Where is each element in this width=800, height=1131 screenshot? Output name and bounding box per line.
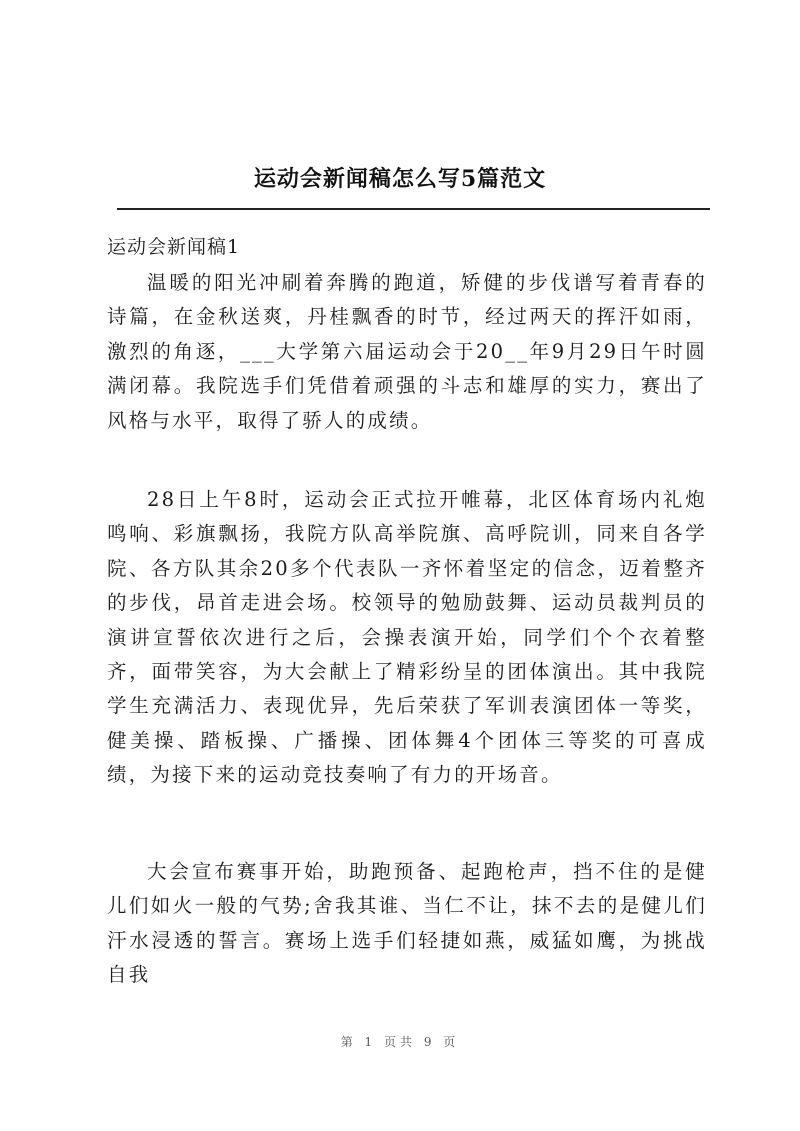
body-paragraph-1: 温暖的阳光冲刷着奔腾的跑道，矫健的步伐谱写着青春的诗篇，在金秋送爽，丹桂飘香的时节，经过两天的挥汗如雨，激烈的角逐，___大学第六届运动会于20__年9月29日午时圆满闭幕。我院选手们凭借着顽强的斗志和雄厚的实力，赛出了风格与水平，取得了骄人的成绩。 — [107, 271, 707, 432]
document-title: 运动会新闻稿怎么写5篇范文 — [253, 166, 547, 192]
title-divider — [117, 208, 710, 210]
section-heading: 运动会新闻稿1 — [107, 236, 241, 258]
page-footer: 第 1 页共 9 页 — [340, 1035, 460, 1049]
body-paragraph-2: 28日上午8时，运动会正式拉开帷幕，北区体育场内礼炮鸣响、彩旗飘扬，我院方队高举院旗、高呼院训，同来自各学院、各方队其余20多个代表队一齐怀着坚定的信念，迈着整齐的步伐，昂首走进会场。校领导的勉励鼓舞、运动员裁判员的演讲宣誓依次进行之后，会操表演开始，同学们个个衣着整齐，面带笑容，为大会献上了精彩纷呈的团体演出。其中我院学生充满活力、表现优异，先后荣获了军训表演团体一等奖，健美操、踏板操、广播操、团体舞4个团体三等奖的可喜成绩，为接下来的运动竞技奏响了有力的开场音。 — [107, 488, 707, 787]
body-paragraph-3: 大会宣布赛事开始，助跑预备、起跑枪声，挡不住的是健儿们如火一般的气势;舍我其谁、当仁不让，抹不去的是健儿们汗水浸透的誓言。赛场上选手们轻捷如燕，威猛如鹰，为挑战自我 — [107, 860, 707, 987]
